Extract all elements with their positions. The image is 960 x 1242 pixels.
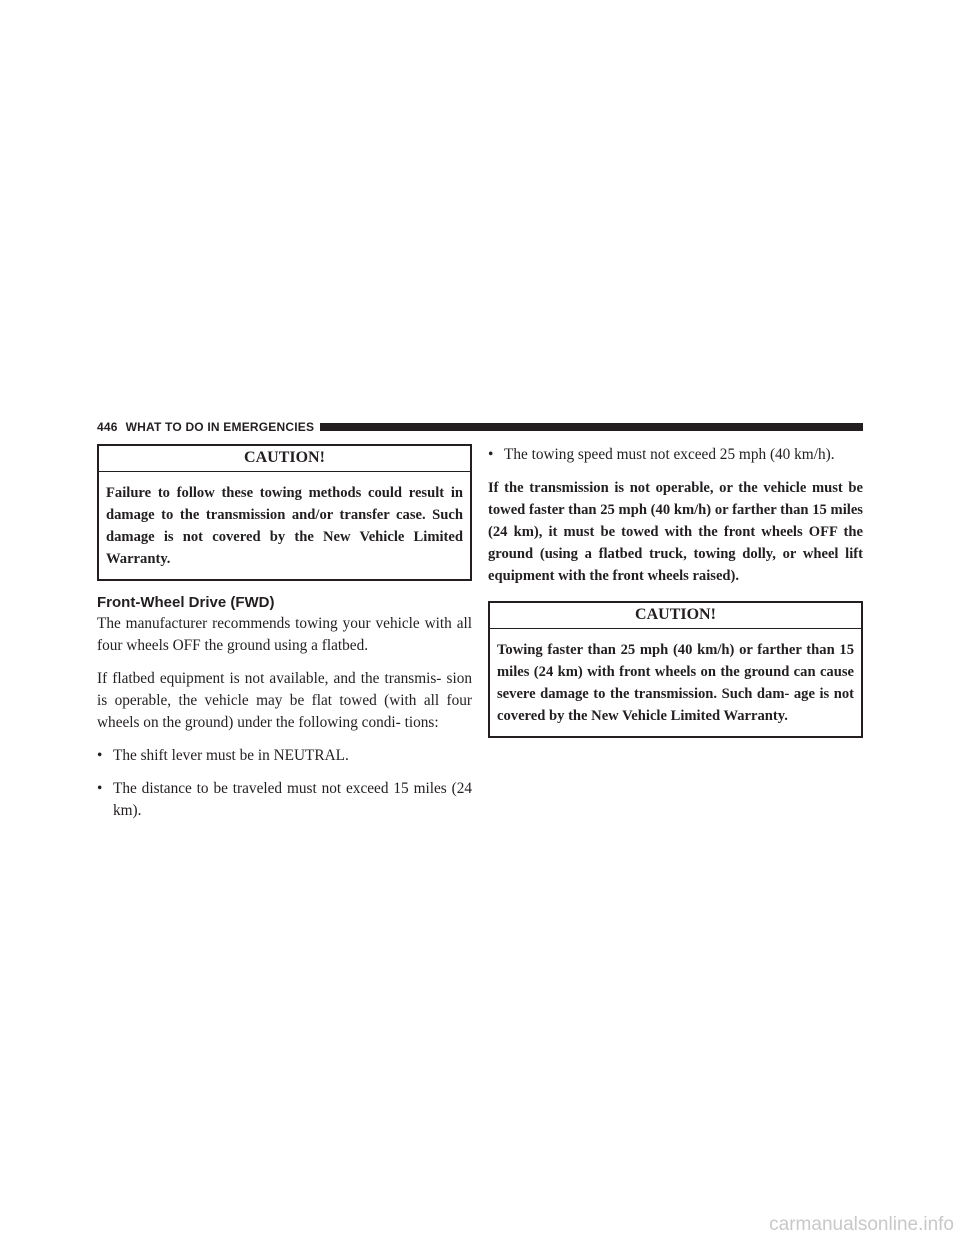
list-item [488, 444, 863, 466]
bullet-icon: • [97, 780, 103, 797]
bullet-icon: • [488, 446, 494, 463]
caution-box-towing-speed [488, 601, 863, 738]
right-column [488, 444, 863, 738]
section-title: WHAT TO DO IN EMERGENCIES [125, 420, 315, 434]
caution-text: Towing faster than 25 mph (40 km/h) or farther than 15 miles (24 km) with front wheels on the ground can cause severe damage to the transmission. Such dam- age is not covered by the New Vehicle Limited Warranty. [497, 642, 854, 724]
list-item-text: The towing speed must not exceed 25 mph (40 km/h). [504, 446, 835, 463]
header-rule [320, 423, 863, 431]
fwd-heading: Front-Wheel Drive (FWD) [97, 594, 275, 611]
caution-title: CAUTION! [99, 446, 470, 472]
list-item [97, 778, 472, 822]
flat-tow-paragraph: If flatbed equipment is not available, and the transmis- sion is operable, the vehicle may be flat towed (with all four wheels on the ground) under the following condi- tions: [97, 670, 472, 731]
page-header [97, 419, 863, 435]
list-item-text: The shift lever must be in NEUTRAL. [113, 747, 349, 764]
watermark: carmanualsonline.info [769, 1214, 954, 1235]
caution-box-transmission [97, 444, 472, 581]
list-item [97, 745, 472, 767]
recommendation-paragraph: The manufacturer recommends towing your vehicle with all four wheels OFF the ground using a flatbed. [97, 615, 472, 654]
left-column [97, 444, 472, 833]
page-number: 446 [97, 420, 118, 434]
caution-title: CAUTION! [490, 603, 861, 629]
inoperable-transmission-paragraph: If the transmission is not operable, or the vehicle must be towed faster than 25 mph (40 km/h) or farther than 15 miles (24 km), it must be towed with the front wheels OFF the ground (using a flatbed truck, towing dolly, or wheel lift equipment with the front wheels raised). [488, 480, 863, 584]
list-item-text: The distance to be traveled must not exceed 15 miles (24 km). [113, 780, 472, 819]
caution-text: Failure to follow these towing methods could result in damage to the transmission and/or transfer case. Such damage is not covered by the New Vehicle Limited Warranty. [106, 485, 463, 567]
bullet-icon: • [97, 747, 103, 764]
